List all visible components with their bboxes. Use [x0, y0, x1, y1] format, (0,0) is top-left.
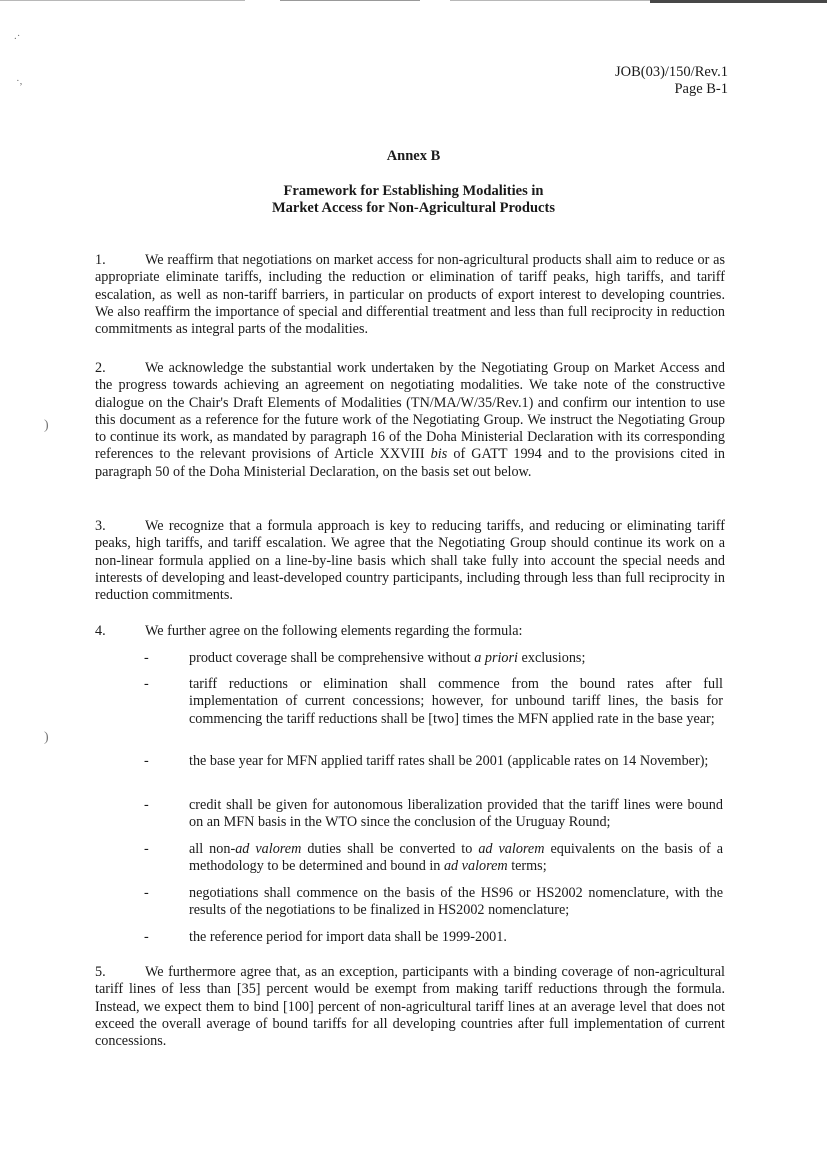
bullet-text: the base year for MFN applied tariff rates shall be 2001 (applicable rates on 14 November);: [189, 753, 709, 769]
bullet-dash: -: [144, 885, 149, 901]
bullet-dash: -: [144, 676, 149, 692]
paragraph-text-italic: bis: [430, 446, 448, 463]
paragraph-number: 5.: [95, 964, 106, 980]
scan-speck: ): [44, 730, 49, 745]
title-line-2: Market Access for Non-Agricultural Products: [272, 200, 555, 216]
paragraph-number: 1.: [95, 252, 106, 268]
paragraph-number: 3.: [95, 518, 106, 534]
bullet-text: tariff reductions or elimination shall commence from the bound rates after full implementation of current concessions; however, for unbound tariff lines, the basis for commencing the tariff reductions shall be [two] times the MFN applied rate in the base year;: [189, 676, 723, 727]
paragraph-text: We reaffirm that negotiations on market access for non-agricultural products shall aim to reduce or as appropriate eliminate tariffs, including the reduction or elimination of tariff peaks, high tariffs, and tariff escalation, as well as non-tariff barriers, in particular on products of export interest to developing countries. We also reaffirm the importance of special and differential treatment and less than full reciprocity in reduction commitments as integral parts of the modalities.: [95, 252, 725, 338]
paragraph-text: We recognize that a formula approach is key to reducing tariffs, and reducing or eliminating tariff peaks, high tariffs, and tariff escalation. We agree that the Negotiating Group should continue its work on a non-linear formula applied on a line-by-line basis which shall take fully into account the special needs and interests of developing and least-developed country participants, including through less than full reciprocity in reduction commitments.: [95, 518, 725, 604]
paragraph-text: We further agree on the following elements regarding the formula:: [145, 623, 523, 639]
title-line-1: Framework for Establishing Modalities in: [283, 183, 544, 199]
paragraph-3: [95, 518, 725, 604]
document-symbol: JOB(03)/150/Rev.1: [614, 64, 728, 80]
bullet-dash: -: [144, 753, 149, 769]
paragraph-text: of GATT 1994 and to the provisions cited in paragraph 50 of the Doha Ministerial Declaration, on the basis set out below.: [95, 446, 725, 480]
scan-top-edge: [0, 0, 827, 3]
bullet-dash: -: [144, 929, 149, 945]
bullet-text: product coverage shall be comprehensive without a priori exclusions;: [189, 650, 586, 666]
scan-speck: ·,: [16, 75, 23, 87]
bullet-dash: -: [144, 650, 149, 666]
paragraph-2: [95, 360, 725, 481]
bullet-dash: -: [144, 797, 149, 813]
bullet-text: negotiations shall commence on the basis of the HS96 or HS2002 nomenclature, with the results of the negotiations to be finalized in HS2002 nomenclature;: [189, 885, 723, 919]
paragraph-text: We acknowledge the substantial work undertaken by the Negotiating Group on Market Access and the progress towards achieving an agreement on negotiating modalities. We take note of the constructive dialogue on the Chair's Draft Elements of Modalities (TN/MA/W/35/Rev.1) and confirm our intention to use this document as a reference for the future work of the Negotiating Group. We instruct the Negotiating Group to continue its work, as mandated by paragraph 16 of the Doha Ministerial Declaration with its corresponding references to the relevant provisions of Article XXVIII: [95, 360, 725, 463]
document-title: [0, 183, 827, 217]
paragraph-number: 4.: [95, 623, 106, 639]
paragraph-text: We furthermore agree that, as an exception, participants with a binding coverage of non-agricultural tariff lines of less than [35] percent would be exempt from making tariff reductions through the formula. Instead, we expect them to bind [100] percent of non-agricultural tariff lines at an average level that does not exceed the overall average of bound tariffs for all developing countries after full implementation of current concessions.: [95, 964, 725, 1050]
bullet-text: credit shall be given for autonomous liberalization provided that the tariff lines were bound on an MFN basis in the WTO since the conclusion of the Uruguay Round;: [189, 797, 723, 831]
bullet-text: all non-ad valorem duties shall be converted to ad valorem equivalents on the basis of a methodology to be determined and bound in ad valorem terms;: [189, 841, 724, 875]
page-number: Page B-1: [674, 81, 728, 97]
annex-heading: Annex B: [386, 148, 441, 164]
paragraph-1: [95, 252, 725, 338]
paragraph-5: [95, 964, 725, 1050]
scan-speck: ): [44, 418, 49, 433]
bullet-text: the reference period for import data shall be 1999-2001.: [189, 929, 507, 945]
document-reference: [615, 64, 728, 98]
paragraph-number: 2.: [95, 360, 106, 376]
scan-speck: .·: [14, 30, 21, 42]
paragraph-4: [95, 623, 725, 640]
bullet-dash: -: [144, 841, 149, 857]
